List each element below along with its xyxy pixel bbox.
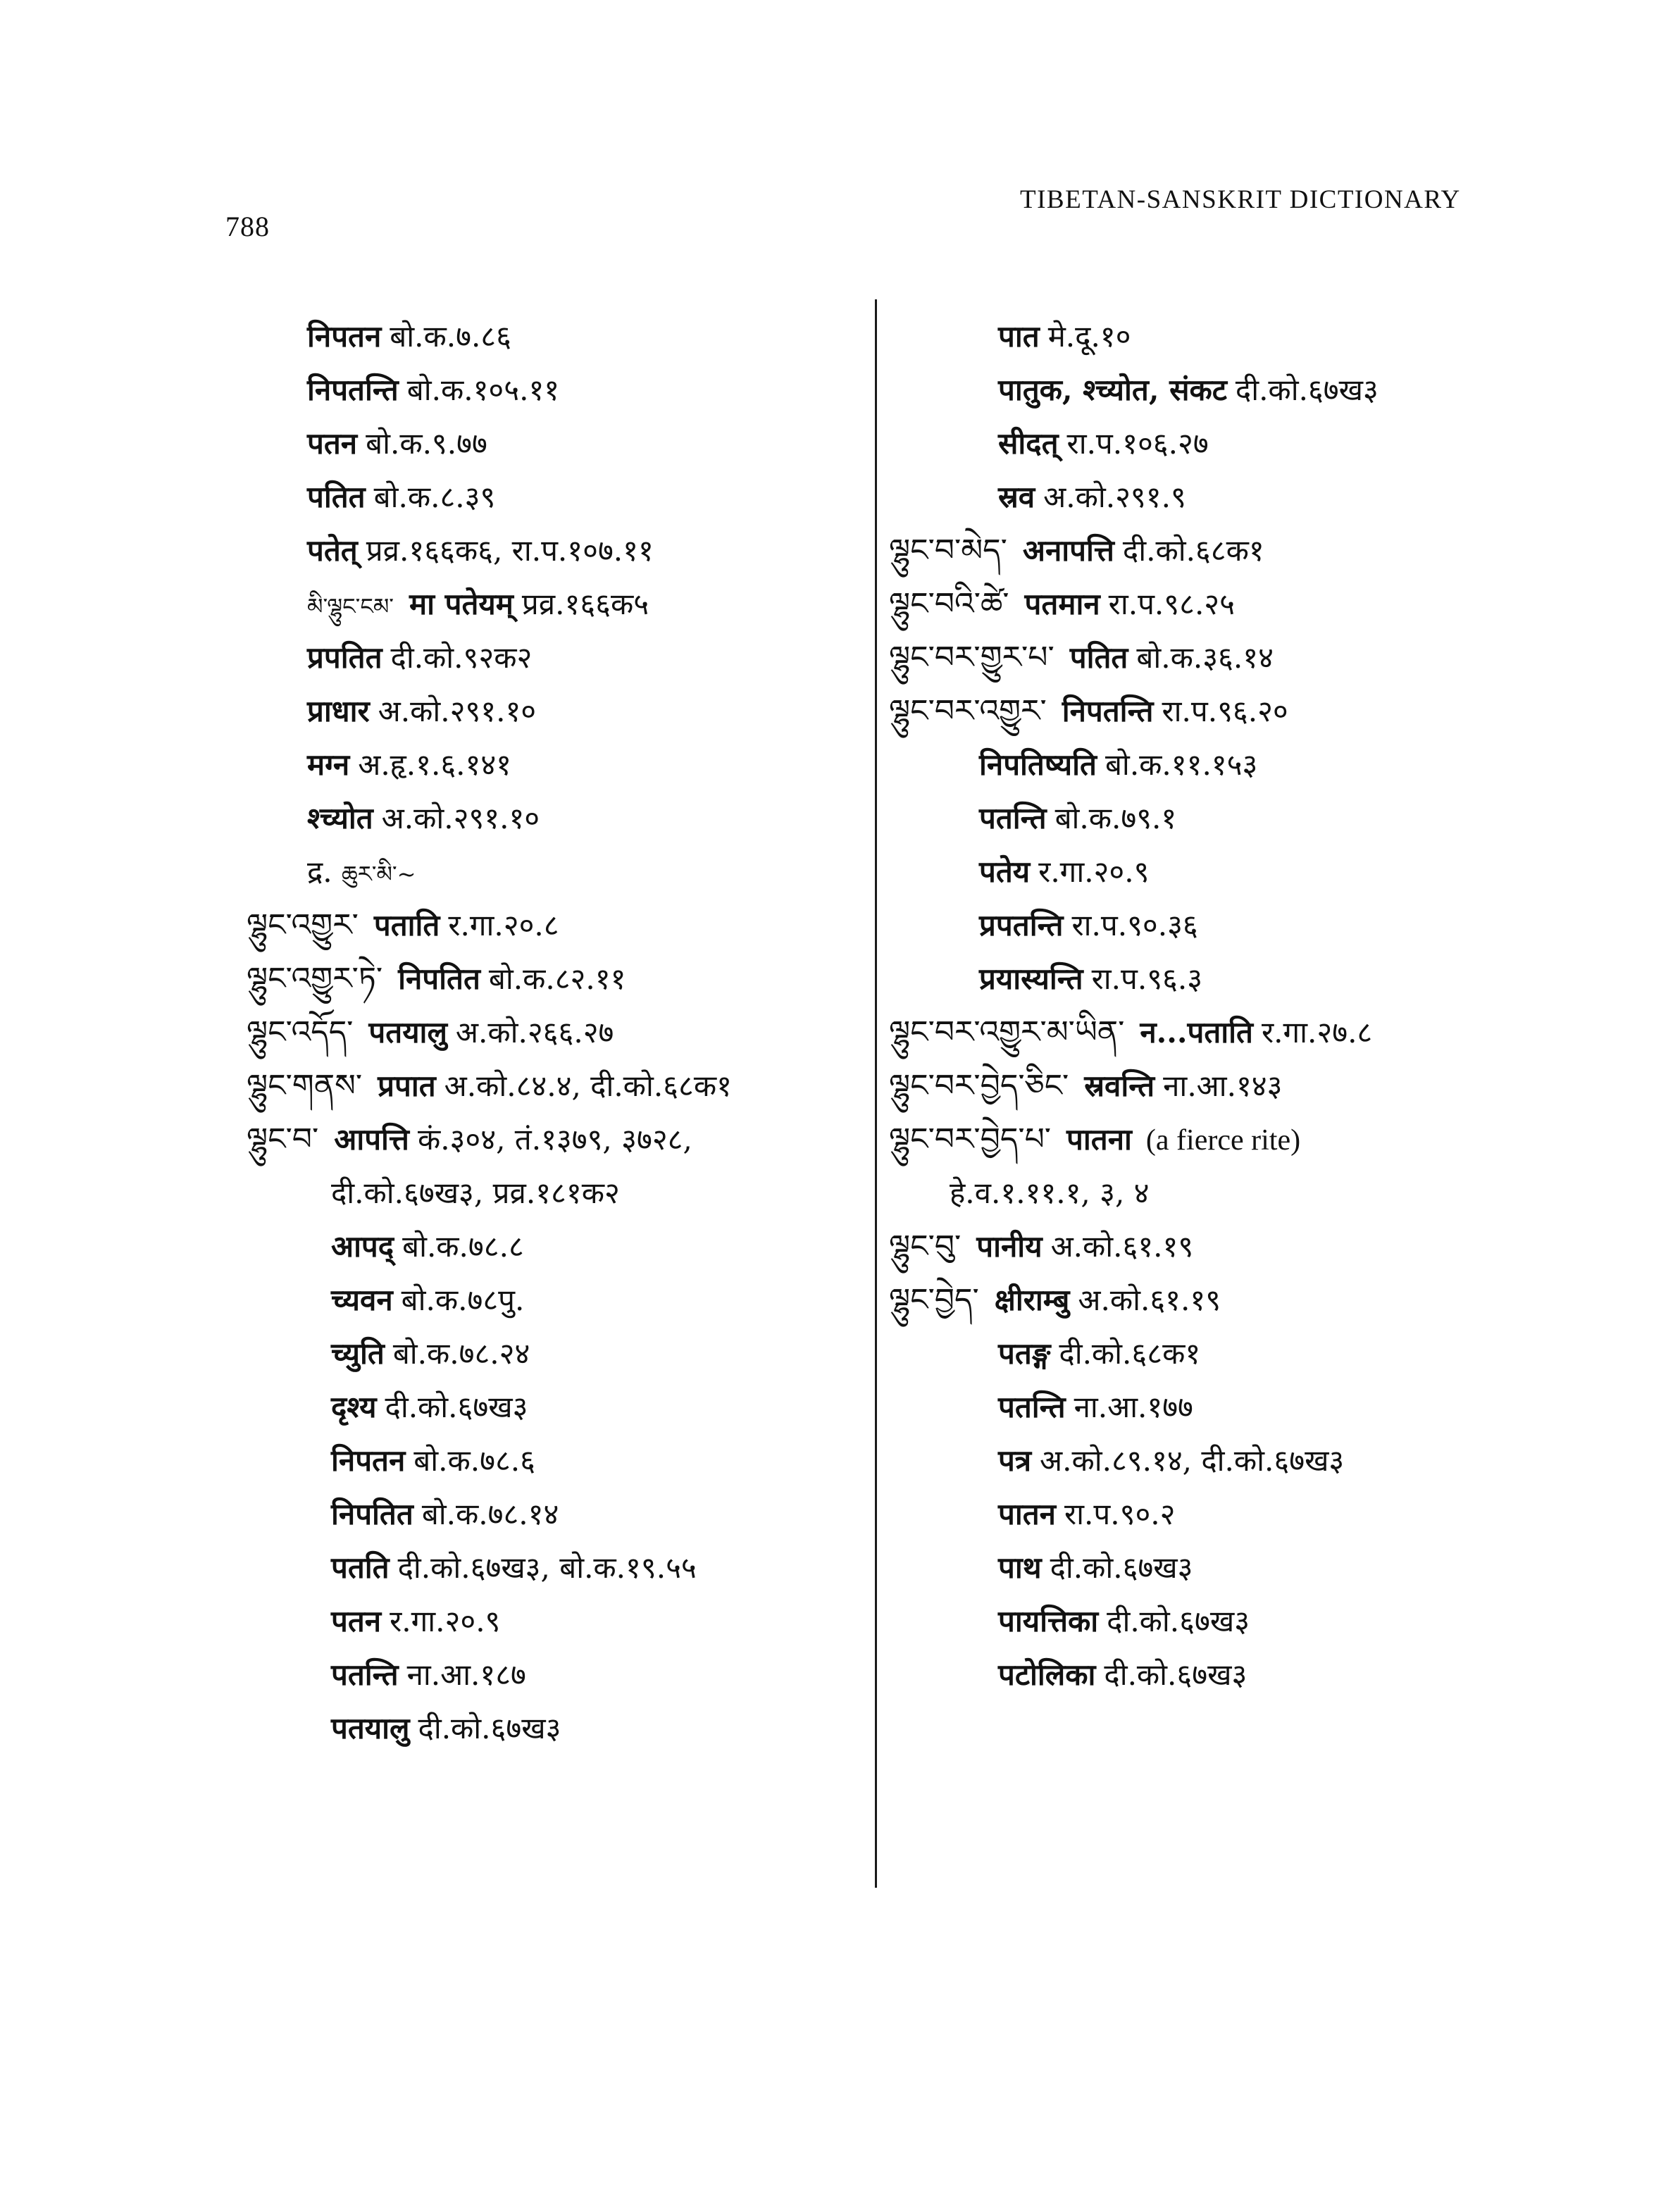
sanskrit-term: पतति	[331, 1550, 390, 1585]
sanskrit-term: च्युति	[331, 1336, 385, 1371]
english-note: (a fierce rite)	[1145, 1124, 1301, 1157]
sanskrit-term: पत्र	[998, 1443, 1032, 1478]
sanskrit-term: आपत्ति	[334, 1122, 409, 1157]
dictionary-entry	[889, 738, 1523, 792]
dictionary-entry	[889, 1381, 1523, 1434]
dictionary-entry	[889, 1595, 1523, 1648]
sanskrit-term: पतन्ति	[331, 1657, 399, 1692]
sanskrit-term: निपतिष्यति	[979, 747, 1097, 782]
source-reference: प्रव्र.१६६क५	[521, 587, 649, 621]
tibetan-headword: ལྷུང་གནས་	[247, 1068, 363, 1104]
dictionary-entry	[247, 417, 852, 471]
dictionary-entry	[247, 1648, 852, 1702]
sanskrit-term: सीदत्	[998, 426, 1059, 461]
source-reference: बो.क.१०५.११	[406, 373, 560, 407]
sanskrit-term: पतन्ति	[998, 1390, 1066, 1424]
source-reference: रा.प.९०.२	[1064, 1497, 1176, 1531]
dictionary-entry	[889, 1488, 1523, 1541]
dictionary-entry	[889, 310, 1523, 363]
source-reference: हे.व.१.११.१, ३, ४	[950, 1176, 1150, 1210]
sanskrit-term: निपतित	[331, 1497, 413, 1531]
dictionary-entry	[889, 631, 1523, 685]
sanskrit-term: अनापत्ति	[1022, 533, 1114, 568]
tibetan-headword: ལྷུང་བར་གྱུར་པ་	[889, 640, 1054, 675]
source-reference: अ.को.२६६.२७	[455, 1015, 614, 1050]
sanskrit-term: निपतित	[398, 961, 480, 996]
source-reference: अ.को.२९१.९	[1043, 480, 1186, 514]
dictionary-entry	[247, 524, 852, 578]
source-reference: प्रव्र.१६६क६, रा.प.१०७.११	[366, 533, 654, 568]
dictionary-entry	[889, 471, 1523, 524]
source-reference: बो.क.९.७७	[366, 426, 487, 461]
dictionary-entry	[889, 845, 1523, 899]
dictionary-entry	[247, 1595, 852, 1648]
sanskrit-term: मग्न	[307, 747, 350, 782]
source-reference: अ.हृ.१.६.१४१	[358, 747, 512, 782]
dictionary-entry	[247, 310, 852, 363]
dictionary-entry	[247, 738, 852, 792]
sanskrit-term: पतङ्ग	[998, 1336, 1051, 1371]
sanskrit-term: आपद्	[331, 1229, 394, 1264]
source-reference: बो.क.७९.१	[1054, 801, 1177, 835]
dictionary-entry	[247, 1006, 852, 1059]
sanskrit-term: स्रवन्ति	[1084, 1069, 1155, 1103]
dictionary-entry	[247, 685, 852, 738]
sanskrit-term: निपतन्ति	[1062, 694, 1154, 728]
dictionary-entry	[889, 1220, 1523, 1274]
sanskrit-term: पतित	[1069, 640, 1128, 675]
dictionary-entry	[889, 1166, 1523, 1220]
dictionary-entry	[889, 1541, 1523, 1595]
sanskrit-term: च्यवन	[331, 1283, 393, 1317]
sanskrit-term: निपतन्ति	[307, 373, 399, 407]
dictionary-entry	[247, 363, 852, 417]
sanskrit-term: प्रपात	[378, 1069, 436, 1103]
dictionary-entry	[247, 1274, 852, 1327]
source-reference: दी.को.६७ख३	[418, 1711, 561, 1745]
sanskrit-term: पातुक, श्च्योत, संकट	[998, 373, 1227, 407]
dictionary-entry	[247, 1702, 852, 1755]
source-reference: र.गा.२०.८	[448, 908, 559, 942]
sanskrit-term: दृश्य	[331, 1390, 377, 1424]
dictionary-entry	[889, 524, 1523, 578]
source-reference: मे.दू.१०	[1047, 319, 1131, 354]
tibetan-headword: ལྷུང་འགྱུར་ཏེ་	[247, 961, 383, 997]
source-reference: दी.को.६७ख३	[385, 1390, 528, 1424]
source-reference: बो.क.८२.११	[488, 961, 626, 996]
source-reference: र.गा.२७.८	[1261, 1015, 1373, 1050]
source-reference: र.गा.२०.९	[1038, 854, 1150, 889]
sanskrit-term: क्षीराम्बु	[994, 1283, 1070, 1317]
left-column	[247, 310, 852, 1755]
tibetan-headword: ལྷུང་བར་བྱེད་ཅིང་	[889, 1068, 1069, 1104]
dictionary-entry	[247, 1327, 852, 1381]
sanskrit-term: पतमान	[1024, 587, 1100, 621]
dictionary-entry	[247, 1541, 852, 1595]
source-reference: रा.प.१०६.२७	[1066, 426, 1209, 461]
dictionary-entry	[889, 1274, 1523, 1327]
sanskrit-term: स्रव	[998, 480, 1035, 514]
sanskrit-term: पातन	[998, 1497, 1056, 1531]
source-reference: दी.को.६७ख३	[1235, 373, 1379, 407]
dictionary-entry	[889, 1648, 1523, 1702]
source-reference: अ.को.२९१.१०	[378, 694, 537, 728]
dictionary-entry	[247, 1381, 852, 1434]
source-reference: रा.प.९६.३	[1091, 961, 1203, 996]
sanskrit-term: निपतन	[307, 319, 382, 354]
source-reference: र.गा.२०.९	[390, 1604, 501, 1638]
dictionary-entry	[889, 685, 1523, 738]
source-reference: बो.क.७८.२४	[392, 1336, 530, 1371]
sanskrit-term: पतन्ति	[979, 801, 1047, 835]
sanskrit-term: पतयालु	[331, 1711, 410, 1745]
tibetan-headword: ལྷུང་བྱེད་	[889, 1282, 979, 1318]
source-reference: ना.आ.१८७	[406, 1657, 526, 1692]
dictionary-entry	[247, 952, 852, 1006]
source-reference: बो.क.७८पु.	[401, 1283, 525, 1317]
dictionary-entry	[247, 1113, 852, 1166]
source-reference: अ.को.८९.१४, दी.को.६७ख३	[1040, 1443, 1345, 1478]
sanskrit-term: पतेत्	[307, 533, 358, 568]
column-divider	[875, 299, 877, 1888]
dictionary-entry	[889, 1113, 1523, 1166]
dictionary-entry	[889, 899, 1523, 952]
sanskrit-term: पतित	[307, 480, 366, 514]
source-reference: बो.क.७८.१४	[421, 1497, 559, 1531]
cross-reference-marker: द्र.	[307, 854, 342, 889]
source-reference: अ.को.६१.१९	[1050, 1229, 1194, 1264]
source-reference: दी.को.६७ख३, बो.क.१९.५५	[397, 1550, 697, 1585]
dictionary-entry	[247, 1488, 852, 1541]
sanskrit-term: पात	[998, 319, 1040, 354]
running-head: TIBETAN-SANSKRIT DICTIONARY	[1020, 185, 1461, 214]
dictionary-entry	[247, 1220, 852, 1274]
tibetan-headword: ལྷུང་བའི་ཚེ་	[889, 586, 1009, 622]
right-column	[889, 310, 1523, 1702]
dictionary-entry	[247, 631, 852, 685]
source-reference: कं.३०४, तं.१३७९, ३७२८,	[417, 1122, 692, 1157]
sanskrit-term: न...पताति	[1140, 1015, 1253, 1050]
dictionary-entry	[889, 952, 1523, 1006]
source-reference: अ.को.८४.४, दी.को.६८क१	[444, 1069, 732, 1103]
dictionary-entry	[247, 1166, 852, 1220]
sanskrit-term: पाथ	[998, 1550, 1042, 1585]
source-reference: दी.को.९२क२	[390, 640, 533, 675]
source-reference: दी.को.६८क१	[1059, 1336, 1201, 1371]
dictionary-entry	[889, 1434, 1523, 1488]
tibetan-headword: ལྷུང་བར་འགྱུར་	[889, 693, 1047, 729]
sanskrit-term: पानीय	[976, 1229, 1043, 1264]
tibetan-headword: ལྷུང་བ་མེད་	[889, 533, 1007, 568]
dictionary-entry	[247, 792, 852, 845]
sanskrit-term: पातना	[1066, 1122, 1132, 1157]
tibetan-subentry: མི་ལྷུང་ངམ་	[307, 593, 394, 620]
tibetan-subentry: ཆུར་མི་~	[342, 861, 416, 888]
source-reference: दी.को.६७ख३	[1050, 1550, 1193, 1585]
sanskrit-term: प्रपतन्ति	[979, 908, 1064, 942]
sanskrit-term: प्राधार	[307, 694, 370, 728]
sanskrit-term: श्च्योत	[307, 801, 373, 835]
dictionary-entry	[889, 792, 1523, 845]
tibetan-headword: ལྷུང་འགྱུར་	[247, 907, 359, 943]
source-reference: दी.को.६७ख३	[1107, 1604, 1250, 1638]
sanskrit-term: पटोलिका	[998, 1657, 1096, 1692]
dictionary-entry	[247, 1059, 852, 1113]
source-reference: बो.क.३६.१४	[1136, 640, 1274, 675]
dictionary-entry	[247, 578, 852, 631]
source-reference: दी.को.६७ख३, प्रव्र.१८१क२	[331, 1176, 620, 1210]
sanskrit-term: पतन	[331, 1604, 382, 1638]
source-reference: बो.क.७८.८	[402, 1229, 524, 1264]
dictionary-entry	[247, 471, 852, 524]
source-reference: ना.आ.१७७	[1074, 1390, 1193, 1424]
tibetan-headword: ལྷུང་བར་བྱེད་པ་	[889, 1121, 1052, 1157]
source-reference: अ.को.२९१.१०	[381, 801, 540, 835]
page-number: 788	[225, 211, 270, 242]
sanskrit-term: पतयालु	[368, 1015, 447, 1050]
sanskrit-term: पायत्तिका	[998, 1604, 1099, 1638]
source-reference: दी.को.६८क१	[1122, 533, 1264, 568]
dictionary-entry	[889, 1327, 1523, 1381]
sanskrit-term: प्रपतित	[307, 640, 382, 675]
dictionary-entry	[247, 1434, 852, 1488]
source-reference: बो.क.११.१५३	[1105, 747, 1258, 782]
sanskrit-term: मा पतेयम्	[409, 587, 514, 621]
dictionary-entry	[889, 578, 1523, 631]
source-reference: रा.प.९०.३६	[1071, 908, 1198, 942]
dictionary-entry	[889, 363, 1523, 417]
sanskrit-term: पताति	[373, 908, 440, 942]
source-reference: अ.को.६१.१९	[1078, 1283, 1221, 1317]
source-reference: बो.क.७.८६	[390, 319, 511, 354]
dictionary-entry	[247, 845, 852, 899]
sanskrit-term: पतन	[307, 426, 358, 461]
dictionary-entry	[889, 417, 1523, 471]
sanskrit-term: निपतन	[331, 1443, 406, 1478]
source-reference: रा.प.९८.२५	[1108, 587, 1235, 621]
dictionary-entry	[889, 1006, 1523, 1059]
sanskrit-term: पतेय	[979, 854, 1031, 889]
tibetan-headword: ལྷུང་འདོད་	[247, 1014, 354, 1050]
sanskrit-term: प्रयास्यन्ति	[979, 961, 1083, 996]
source-reference: बो.क.८.३९	[373, 480, 496, 514]
tibetan-headword: ལྷུང་བ་	[247, 1121, 319, 1157]
dictionary-entry	[889, 1059, 1523, 1113]
source-reference: ना.आ.१४३	[1163, 1069, 1283, 1103]
source-reference: बो.क.७८.६	[413, 1443, 535, 1478]
dictionary-entry	[247, 899, 852, 952]
tibetan-headword: ལྷུང་བར་འགྱུར་མ་ཡིན་	[889, 1014, 1125, 1050]
source-reference: दी.को.६७ख३	[1104, 1657, 1247, 1692]
source-reference: रा.प.९६.२०	[1162, 694, 1288, 728]
tibetan-headword: ལྷུང་བུ་	[889, 1228, 962, 1264]
